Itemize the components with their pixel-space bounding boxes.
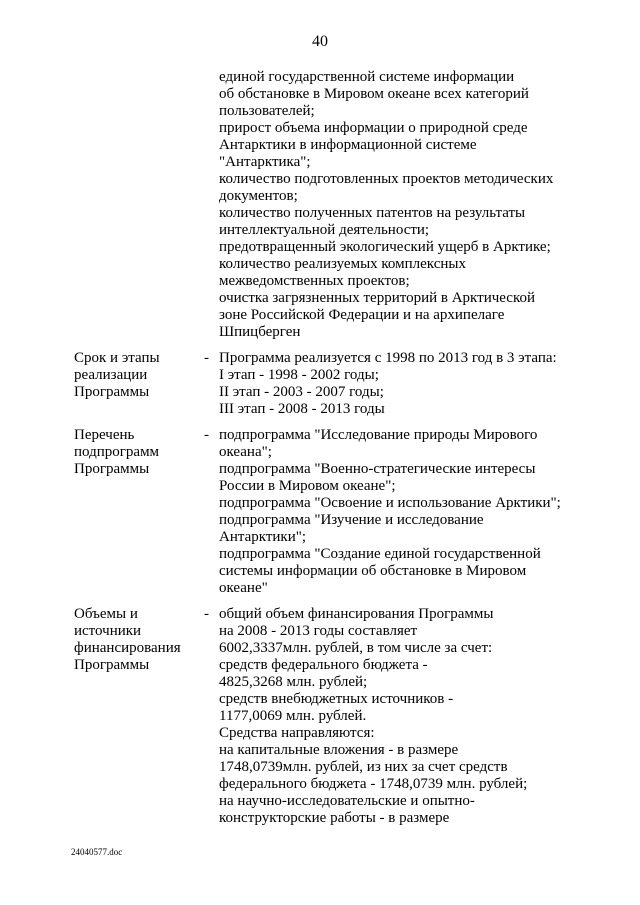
text-line: интеллектуальной деятельности; xyxy=(219,222,430,238)
text-line: количество подготовленных проектов методических xyxy=(219,171,554,187)
text-line: системы информации об обстановке в Мировом xyxy=(219,563,527,579)
text-line: "Антарктика"; xyxy=(219,154,311,170)
section-dash: - xyxy=(204,606,209,622)
label-line: источники xyxy=(74,623,142,639)
text-line: на научно-исследовательские и опытно- xyxy=(219,793,475,809)
section-subprograms xyxy=(0,427,640,597)
section-financing xyxy=(0,606,640,827)
section-dash: - xyxy=(204,350,209,366)
section-timeline xyxy=(0,350,640,418)
text-line: подпрограмма "Создание единой государственной xyxy=(219,546,541,562)
section-label xyxy=(74,606,204,827)
text-line: подпрограмма "Освоение и использование Арктики"; xyxy=(219,495,561,511)
text-line: об обстановке в Мировом океане всех категорий xyxy=(219,86,529,102)
text-line: III этап - 2008 - 2013 годы xyxy=(219,401,385,417)
text-line: 4825,3268 млн. рублей; xyxy=(219,674,368,690)
document-body xyxy=(0,69,640,827)
section-content xyxy=(219,350,575,418)
label-line: финансирования xyxy=(74,640,181,656)
text-line: предотвращенный экологический ущерб в Арктике; xyxy=(219,239,551,255)
page-number: 40 xyxy=(312,33,328,50)
text-line: на капитальные вложения - в размере xyxy=(219,742,459,758)
label-line: Программы xyxy=(74,657,150,673)
text-line: II этап - 2003 - 2007 годы; xyxy=(219,384,384,400)
text-line: подпрограмма "Изучение и исследование xyxy=(219,512,484,528)
text-line: Антарктики"; xyxy=(219,529,307,545)
text-line: океане" xyxy=(219,580,268,596)
label-line: Программы xyxy=(74,384,150,400)
text-line: прирост объема информации о природной среде xyxy=(219,120,528,136)
text-line: 1748,0739млн. рублей, из них за счет средств xyxy=(219,759,508,775)
text-line: Шпицберген xyxy=(219,324,301,340)
text-line: средств федерального бюджета - xyxy=(219,657,428,673)
text-line: России в Мировом океане"; xyxy=(219,478,396,494)
text-line: средств внебюджетных источников - xyxy=(219,691,454,707)
label-line: реализации xyxy=(74,367,148,383)
file-name-footer: 24040577.doc xyxy=(71,847,123,857)
text-line: межведомственных проектов; xyxy=(219,273,410,289)
section-dash: - xyxy=(204,427,209,443)
text-line: документов; xyxy=(219,188,298,204)
text-line: количество полученных патентов на результаты xyxy=(219,205,526,221)
label-line: подпрограмм xyxy=(74,444,160,460)
text-line: Программа реализуется с 1998 по 2013 год в 3 этапа: xyxy=(219,350,557,366)
text-line: 6002,3337млн. рублей, в том числе за счет: xyxy=(219,640,493,656)
text-line: единой государственной системе информации xyxy=(219,69,515,85)
text-line: общий объем финансирования Программы xyxy=(219,606,494,622)
text-line: Средства направляются: xyxy=(219,725,375,741)
text-line: подпрограмма "Исследование природы Мирового xyxy=(219,427,538,443)
text-line: конструкторские работы - в размере xyxy=(219,810,450,826)
section-content xyxy=(219,427,575,597)
text-line: океана"; xyxy=(219,444,272,460)
text-line: I этап - 1998 - 2002 годы; xyxy=(219,367,379,383)
text-line: зоне Российской Федерации и на архипелаге xyxy=(219,307,505,323)
text-line: пользователей; xyxy=(219,103,315,119)
label-line: Программы xyxy=(74,461,150,477)
text-line: подпрограмма "Военно-стратегические интересы xyxy=(219,461,536,477)
label-line: Перечень xyxy=(74,427,135,443)
text-line: 1177,0069 млн. рублей. xyxy=(219,708,367,724)
section-content xyxy=(219,606,575,827)
text-line: федерального бюджета - 1748,0739 млн. рублей; xyxy=(219,776,528,792)
indicators-continuation xyxy=(219,69,579,341)
text-line: очистка загрязненных территорий в Арктической xyxy=(219,290,536,306)
text-line: на 2008 - 2013 годы составляет xyxy=(219,623,418,639)
label-line: Срок и этапы xyxy=(74,350,160,366)
text-line: Антарктики в информационной системе xyxy=(219,137,477,153)
label-line: Объемы и xyxy=(74,606,138,622)
text-line: количество реализуемых комплексных xyxy=(219,256,466,272)
section-label xyxy=(74,350,204,418)
section-label xyxy=(74,427,204,597)
